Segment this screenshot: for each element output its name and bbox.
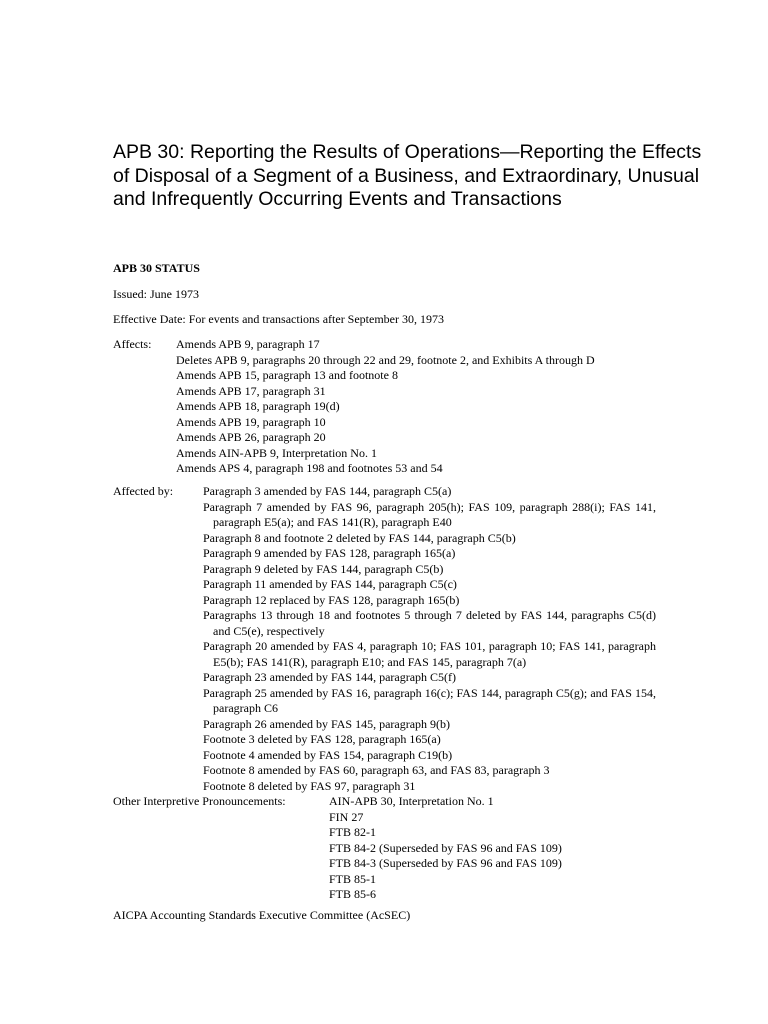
affected-by-item: Paragraph 11 amended by FAS 144, paragraph C5(c) (203, 577, 457, 591)
affected-by-item: Footnote 8 amended by FAS 60, paragraph 63, and FAS 83, paragraph 3 (203, 763, 550, 777)
affected-by-item: Paragraph 7 amended by FAS 96, paragraph 205(h); FAS 109, paragraph 288(i); FAS 141, paragraph E5(a); and FAS 141(R), paragraph E40 (203, 499, 656, 529)
affected-by-item: Paragraph 9 amended by FAS 128, paragraph 165(a) (203, 546, 456, 560)
other-interpretive-item: FTB 84-3 (Superseded by FAS 96 and FAS 109) (329, 856, 562, 870)
affected-by-item: Footnote 8 deleted by FAS 97, paragraph 31 (203, 778, 416, 793)
affected-by-list (203, 484, 656, 794)
affected-by-item: Footnote 4 amended by FAS 154, paragraph C19(b) (203, 747, 453, 762)
affects-item: Deletes APB 9, paragraphs 20 through 22 and 29, footnote 2, and Exhibits A through D (176, 352, 595, 367)
affected-by-item: Footnote 3 deleted by FAS 128, paragraph 165(a) (203, 732, 441, 746)
committee-line: AICPA Accounting Standards Executive Committee (AcSEC) (113, 908, 411, 922)
affected-by-item: Paragraph 3 amended by FAS 144, paragraph C5(a) (203, 484, 452, 498)
other-interpretive-item: FTB 82-1 (329, 825, 377, 839)
affects-item: Amends APB 17, paragraph 31 (176, 383, 326, 398)
other-interpretive-list (329, 794, 659, 903)
affected-by-item: Paragraph 20 amended by FAS 4, paragraph 10; FAS 101, paragraph 10; FAS 141, paragraph E5(b); FAS 141(R), paragraph E10; and FAS 145, paragraph 7(a) (203, 639, 656, 669)
affects-item: Amends APB 15, paragraph 13 and footnote 8 (176, 368, 398, 382)
effective-date-line: Effective Date: For events and transactions after September 30, 1973 (113, 312, 445, 326)
affects-list (176, 337, 656, 477)
other-interpretive-item: AIN-APB 30, Interpretation No. 1 (329, 794, 494, 808)
affected-by-item: Paragraph 9 deleted by FAS 144, paragraph C5(b) (203, 561, 444, 576)
affects-item: Amends APB 19, paragraph 10 (176, 414, 326, 429)
affected-by-item: Paragraph 26 amended by FAS 145, paragraph 9(b) (203, 716, 451, 731)
affected-by-item: Paragraph 12 replaced by FAS 128, paragraph 165(b) (203, 592, 460, 607)
affects-item: Amends AIN-APB 9, Interpretation No. 1 (176, 445, 377, 460)
other-interpretive-item: FTB 85-6 (329, 887, 377, 901)
other-interpretive-item: FTB 84-2 (Superseded by FAS 96 and FAS 109) (329, 840, 562, 855)
affected-by-item: Paragraph 23 amended by FAS 144, paragraph C5(f) (203, 670, 457, 684)
affects-label: Affects: (113, 337, 152, 351)
affected-by-label: Affected by: (113, 484, 174, 498)
affects-item: Amends APS 4, paragraph 198 and footnotes 53 and 54 (176, 461, 443, 475)
affected-by-item: Paragraphs 13 through 18 and footnotes 5 through 7 deleted by FAS 144, paragraphs C5(d) and C5(e), respectively (203, 608, 656, 638)
issued-line: Issued: June 1973 (113, 287, 199, 301)
affects-item: Amends APB 26, paragraph 20 (176, 430, 326, 444)
affected-by-item: Paragraph 25 amended by FAS 16, paragraph 16(c); FAS 144, paragraph C5(g); and FAS 154, paragraph C6 (203, 685, 656, 715)
affects-item: Amends APB 9, paragraph 17 (176, 337, 320, 351)
status-heading: APB 30 STATUS (113, 261, 200, 275)
document-title: APB 30: Reporting the Results of Operations—Reporting the Effects of Disposal of a Segment of a Business, and Extraordinary, Unusual and Infrequently Occurring Events and Transactions (113, 141, 702, 210)
other-interpretive-label: Other Interpretive Pronouncements: (113, 794, 286, 808)
affects-item: Amends APB 18, paragraph 19(d) (176, 399, 340, 413)
affected-by-item: Paragraph 8 and footnote 2 deleted by FAS 144, paragraph C5(b) (203, 530, 516, 545)
other-interpretive-item: FTB 85-1 (329, 871, 377, 886)
other-interpretive-item: FIN 27 (329, 809, 364, 824)
